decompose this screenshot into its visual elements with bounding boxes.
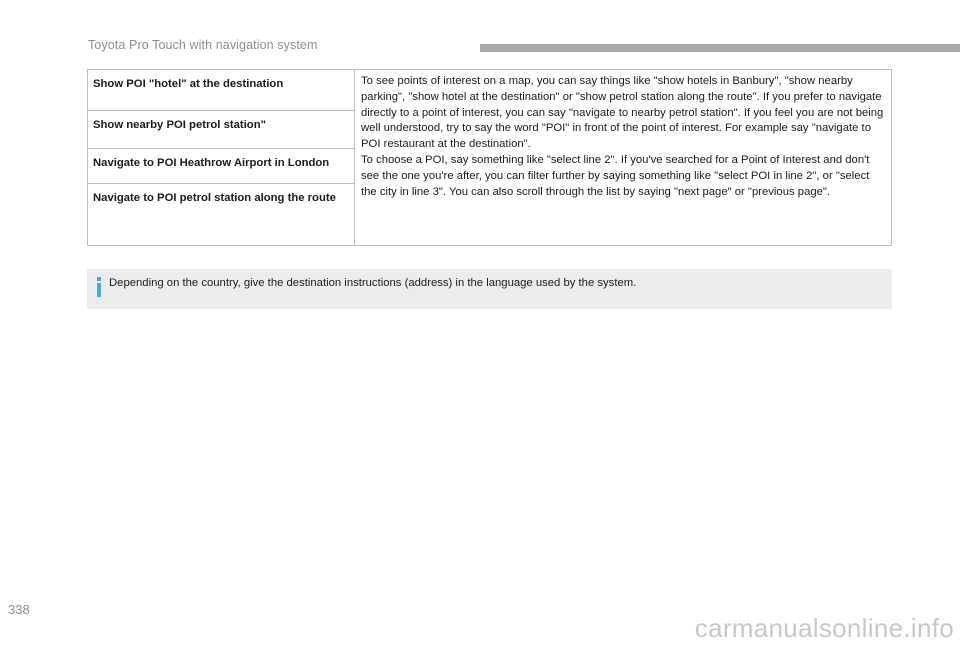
info-icon (95, 276, 109, 298)
command-cell: Navigate to POI petrol station along the route (88, 184, 355, 246)
header-bar (480, 44, 960, 52)
info-note (87, 269, 892, 309)
description-paragraph: To choose a POI, say something like "select line 2". If you've searched for a Point of Interest and don't see the one you're after, you can filter further by saying something like "select POI in line 2", or "select the city in line 3". You can also scroll through the list by saying "next page" or "previous page". (361, 153, 870, 198)
page-number: 338 (8, 602, 30, 617)
voice-commands-table (87, 69, 892, 246)
command-cell: Show nearby POI petrol station" (88, 111, 355, 149)
note-text: Depending on the country, give the destination instructions (address) in the language used by the system. (109, 277, 637, 289)
table-row (88, 70, 892, 111)
description-paragraph: To see points of interest on a map, you can say things like "show hotels in Banbury", "show nearby parking", "show hotel at the destination" or "show petrol station along the route". If you prefer to navigate directly to a point of interest, you can say "navigate to nearby petrol station". If you feel you are not being well understood, try to say the word "POI" in front of the point of interest. For example say "navigate to POI restaurant at the destination". (361, 75, 884, 151)
section-title: Toyota Pro Touch with navigation system (88, 38, 318, 52)
description-cell (355, 70, 892, 246)
command-cell: Navigate to POI Heathrow Airport in London (88, 149, 355, 184)
command-cell: Show POI "hotel" at the destination (88, 70, 355, 111)
watermark: carmanualsonline.info (694, 613, 954, 643)
